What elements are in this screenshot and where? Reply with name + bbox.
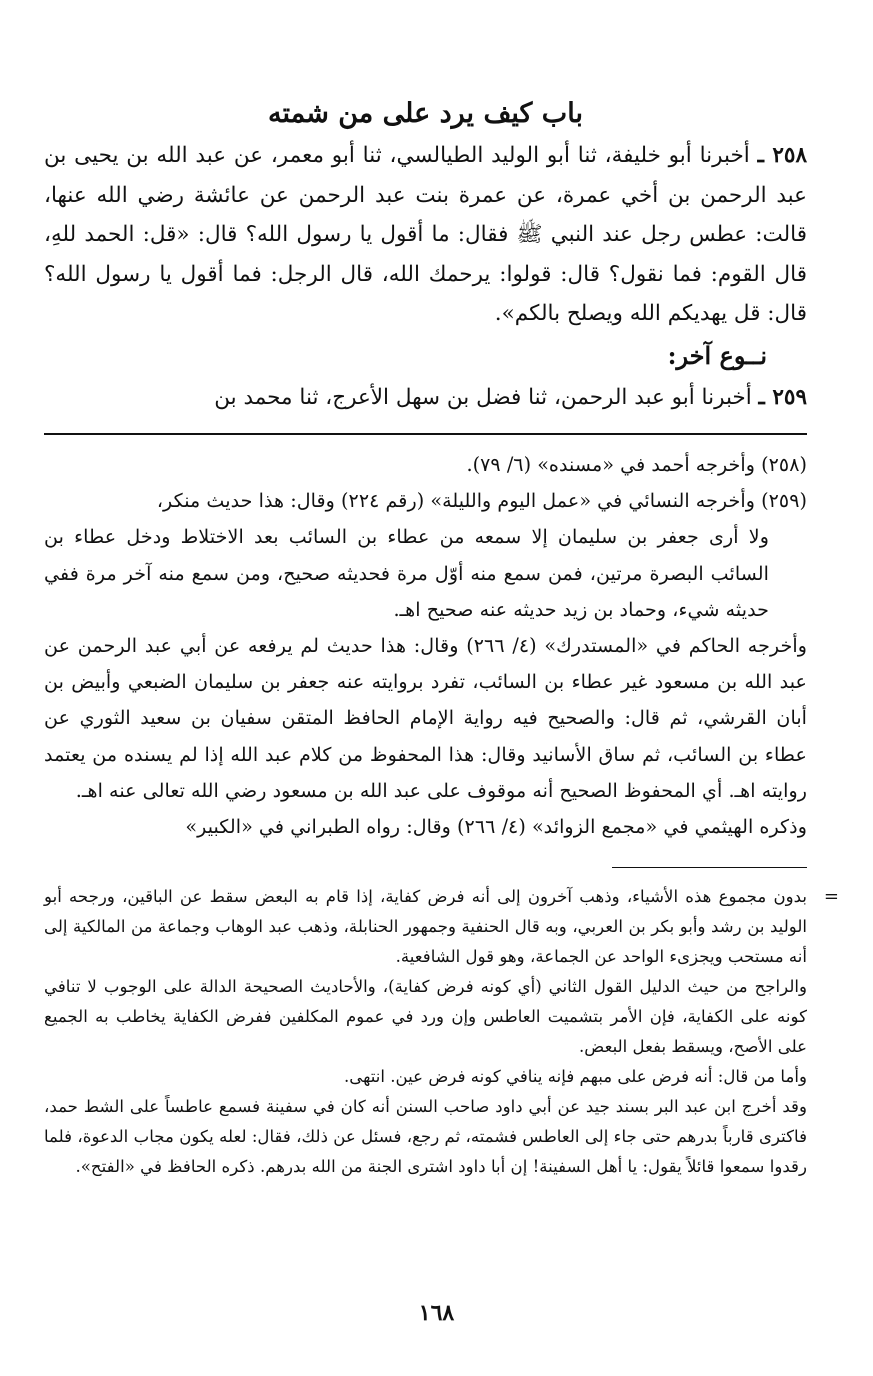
note-haythami: وذكره الهيثمي في «مجمع الزوائد» (٤/ ٢٦٦) وقال: رواه الطبراني في «الكبير» xyxy=(185,815,807,839)
note-259-rest: ولا أرى جعفر بن سليمان إلا سمعه من عطاء بن السائب بعد الاختلاط ودخل عطاء بن السائب البصرة مرتين، فمن سمع منه أوّل مرة فحديثه صحيح، ومن سمع منه آخر مرة ففي حديثه شيء، وحماد بن زيد حديثه عنه صحيح اهـ. xyxy=(44,525,769,621)
hadith-259-text: أخبرنا أبو عبد الرحمن، ثنا فضل بن سهل الأعرج، ثنا محمد بن xyxy=(214,384,752,410)
footnote-block xyxy=(44,882,839,1182)
main-text xyxy=(44,136,807,417)
page-number: ١٦٨ xyxy=(418,1300,455,1326)
note-259-first: (٢٥٩) وأخرجه النسائي في «عمل اليوم والليلة» (رقم ٢٢٤) وقال: هذا حديث منكر، xyxy=(156,489,807,513)
hadith-258 xyxy=(44,136,807,334)
continuation-marker: = xyxy=(823,886,839,908)
hadith-259-number: ٢٥٩ ـ xyxy=(758,384,807,410)
hadith-259 xyxy=(44,378,807,418)
footnote-para-2: والراجح من حيث الدليل القول الثاني (أي كونه فرض كفاية)، والأحاديث الصحيحة الدالة على الوجوب لا تنافي كونه على الكفاية، فإن الأمر بتشميت العاطس وإن ورد في عموم المكلفين ففرض الكفاية يخاطب به الجميع على الأصح، ويسقط بفعل البعض. xyxy=(44,977,807,1057)
footnote-para-3: وأما من قال: أنه فرض على مبهم فإنه ينافي كونه فرض عين. انتهى. xyxy=(344,1067,807,1087)
hadith-258-number: ٢٥٨ ـ xyxy=(757,143,807,168)
footnote-para-4: وقد أخرج ابن عبد البر بسند جيد عن أبي داود صاحب السنن أنه كان في سفينة فسمع عاطساً على الشط حمد، فاكترى قارباً بدرهم حتى جاء إلى العاطس فشمته، ثم رجع، فسئل عن ذلك، فقال: لعله يكون مجاب الدعوة، فلما رقدوا سمعوا قائلاً يقول: يا أهل السفينة! إن أبا داود اشترى الجنة من الله بدرهم. ذكره الحافظ في «الفتح». xyxy=(44,1097,807,1177)
main-divider xyxy=(44,433,807,435)
subheading: نــوع آخر: xyxy=(667,340,767,370)
footnote-divider xyxy=(612,867,807,868)
chapter-title: باب كيف يرد على من شمته xyxy=(268,98,583,129)
takhrij-notes xyxy=(44,447,807,845)
footnote-divider-wrap xyxy=(44,867,807,868)
footnote-para-1: بدون مجموع هذه الأشياء، وذهب آخرون إلى أنه فرض كفاية، إذا قام به البعض سقط عن الباقين، ورجحه أبو الوليد بن رشد وأبو بكر بن العربي، وبه قال الحنفية وجمهور الحنابلة، وذهب عبد الوهاب وجماعة من المالكية إلى أنه مستحب ويجزىء الواحد عن الجماعة، وهو قول الشافعية. xyxy=(44,887,807,967)
note-258: (٢٥٨) وأخرجه أحمد في «مسنده» (٦/ ٧٩). xyxy=(466,453,807,476)
hadith-258-text: أخبرنا أبو خليفة، ثنا أبو الوليد الطيالسي، ثنا أبو معمر، عن عبد الله بن يحيى بن عبد الرحمن بن أخي عمرة، عن عمرة بنت عبد الرحمن عن عائشة رضي الله عنها، قالت: عطس رجل عند النبي ﷺ فقال: ما أقول يا رسول الله؟ قال: «قل: الحمد للهِ، قال القوم: فما نقول؟ قال: قولوا: يرحمك الله، قال الرجل: فما أقول يا رسول الله؟ قال: قل يهديكم الله ويصلح بالكم». xyxy=(44,143,807,326)
note-hakim: وأخرجه الحاكم في «المستدرك» (٤/ ٢٦٦) وقال: هذا حديث لم يرفعه عن أبي عبد الرحمن عن عبد الله بن مسعود غير عطاء بن السائب، تفرد بروايته عنه جعفر بن سليمان الضبعي وأبيض بن أبان القرشي، ثم قال: والصحيح فيه رواية الإمام الحافظ المتقن سفيان بن سعيد الثوري عن عطاء بن السائب، ثم ساق الأسانيد وقال: هذا المحفوظ من كلام عبد الله إذا لم يسنده من يعتمد روايته اهـ. أي المحفوظ الصحيح أنه موقوف على عبد الله بن مسعود رضي الله تعالى عنه اهـ. xyxy=(44,634,807,802)
